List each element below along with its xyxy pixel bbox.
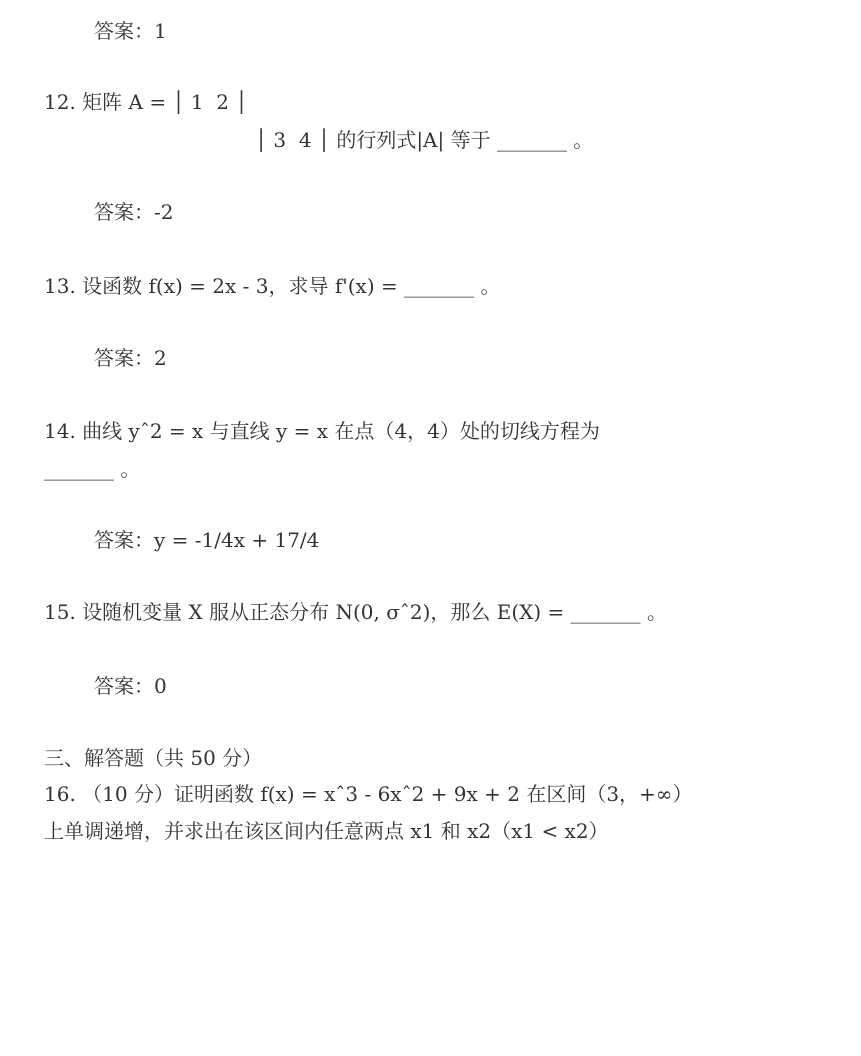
answer-11: 答案：1 [94,19,167,43]
question-13: 13. 设函数 f(x) = 2x - 3，求导 f'(x) = _______ 。 [44,274,501,298]
question-16-line-2: 上单调递增，并求出在该区间内任意两点 x1 和 x2（x1 < x2） [44,819,609,843]
question-12-line-1: 12. 矩阵 A = │ 1 2 │ [44,90,248,114]
question-12-line-2: │ 3 4 │ 的行列式|A| 等于 _______ 。 [255,128,594,152]
question-14-line-2: _______ 。 [44,457,141,481]
question-15: 15. 设随机变量 X 服从正态分布 N(0, σˆ2)，那么 E(X) = _______ 。 [44,600,668,624]
answer-15: 答案：0 [94,674,167,698]
section-heading-3: 三、解答题（共 50 分） [44,746,263,770]
question-16-line-1: 16. （10 分）证明函数 f(x) = xˆ3 - 6xˆ2 + 9x + 2 在区间（3，+∞） [44,782,693,806]
answer-14: 答案：y = -1/4x + 17/4 [94,528,320,552]
answer-13: 答案：2 [94,346,167,370]
question-14-line-1: 14. 曲线 yˆ2 = x 与直线 y = x 在点（4，4）处的切线方程为 [44,419,600,443]
answer-12: 答案：-2 [94,200,174,224]
